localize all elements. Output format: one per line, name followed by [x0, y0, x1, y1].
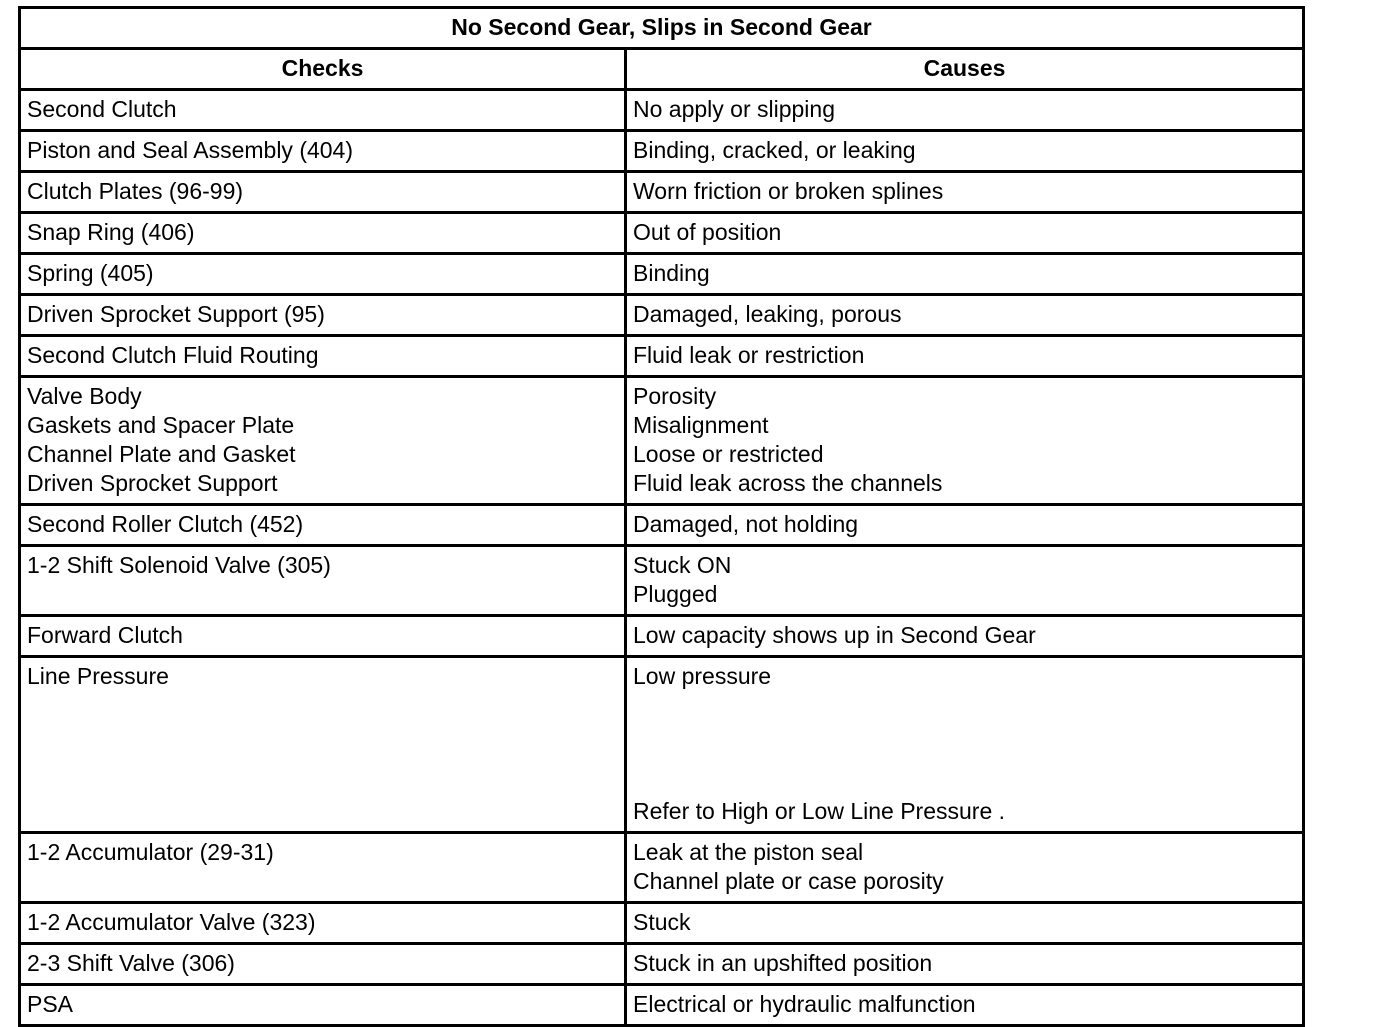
sub-cause: Porosity [633, 383, 717, 409]
table-row [20, 377, 1304, 505]
table-row [20, 336, 1304, 377]
table-row [20, 295, 1304, 336]
accumulator-causes [626, 833, 1304, 903]
cause-cell: Stuck in an upshifted position [626, 944, 1304, 985]
cause-cell: Electrical or hydraulic malfunction [626, 985, 1304, 1026]
sub-cause: Stuck ON [633, 552, 732, 578]
table-row [20, 254, 1304, 295]
fluid-routing-causes [626, 377, 1304, 505]
sub-cause: Channel plate or case porosity [633, 868, 944, 894]
table-row [20, 903, 1304, 944]
sub-check: Gaskets and Spacer Plate [27, 412, 295, 438]
table-row [20, 944, 1304, 985]
check-cell: Piston and Seal Assembly (404) [20, 131, 626, 172]
check-cell: Forward Clutch [20, 616, 626, 657]
table-row [20, 172, 1304, 213]
solenoid-causes [626, 546, 1304, 616]
cause-cell: Stuck [626, 903, 1304, 944]
spacer [633, 691, 1296, 797]
table-row [20, 546, 1304, 616]
cause-cell: Low capacity shows up in Second Gear [626, 616, 1304, 657]
sub-cause: Plugged [633, 581, 718, 607]
sub-check: Driven Sprocket Support [27, 470, 278, 496]
cause-cell: No apply or slipping [626, 90, 1304, 131]
sub-check: Valve Body [27, 383, 142, 409]
check-cell: Second Roller Clutch (452) [20, 505, 626, 546]
check-cell: PSA [20, 985, 626, 1026]
table-title: No Second Gear, Slips in Second Gear [20, 8, 1304, 49]
table-row [20, 833, 1304, 903]
check-cell: Second Clutch Fluid Routing [20, 336, 626, 377]
line-pressure-causes [626, 657, 1304, 833]
cause-cell: Binding, cracked, or leaking [626, 131, 1304, 172]
cause-cell: Out of position [626, 213, 1304, 254]
cause-text: Low pressure [633, 663, 772, 689]
cause-cell: Damaged, leaking, porous [626, 295, 1304, 336]
refer-text: Refer to High or Low Line Pressure . [633, 798, 1006, 824]
check-cell: Spring (405) [20, 254, 626, 295]
table-row [20, 616, 1304, 657]
table-row [20, 657, 1304, 833]
sub-cause: Misalignment [633, 412, 769, 438]
header-causes: Causes [626, 49, 1304, 90]
fluid-routing-checks [20, 377, 626, 505]
table-row [20, 505, 1304, 546]
check-cell: 2-3 Shift Valve (306) [20, 944, 626, 985]
diagnostic-table [18, 6, 1305, 1027]
sub-check: Channel Plate and Gasket [27, 441, 296, 467]
check-cell: 1-2 Accumulator (29-31) [20, 833, 626, 903]
cause-cell: Fluid leak or restriction [626, 336, 1304, 377]
sub-cause: Loose or restricted [633, 441, 824, 467]
sub-cause: Fluid leak across the channels [633, 470, 943, 496]
table-row [20, 90, 1304, 131]
cause-cell: Damaged, not holding [626, 505, 1304, 546]
cause-cell: Binding [626, 254, 1304, 295]
table-row [20, 213, 1304, 254]
check-cell: Second Clutch [20, 90, 626, 131]
check-cell: Driven Sprocket Support (95) [20, 295, 626, 336]
check-cell: Line Pressure [20, 657, 626, 833]
table-row [20, 131, 1304, 172]
sub-cause: Leak at the piston seal [633, 839, 864, 865]
header-checks: Checks [20, 49, 626, 90]
check-cell: 1-2 Accumulator Valve (323) [20, 903, 626, 944]
table-row [20, 985, 1304, 1026]
check-cell: 1-2 Shift Solenoid Valve (305) [20, 546, 626, 616]
cause-cell: Worn friction or broken splines [626, 172, 1304, 213]
check-cell: Clutch Plates (96-99) [20, 172, 626, 213]
check-cell: Snap Ring (406) [20, 213, 626, 254]
